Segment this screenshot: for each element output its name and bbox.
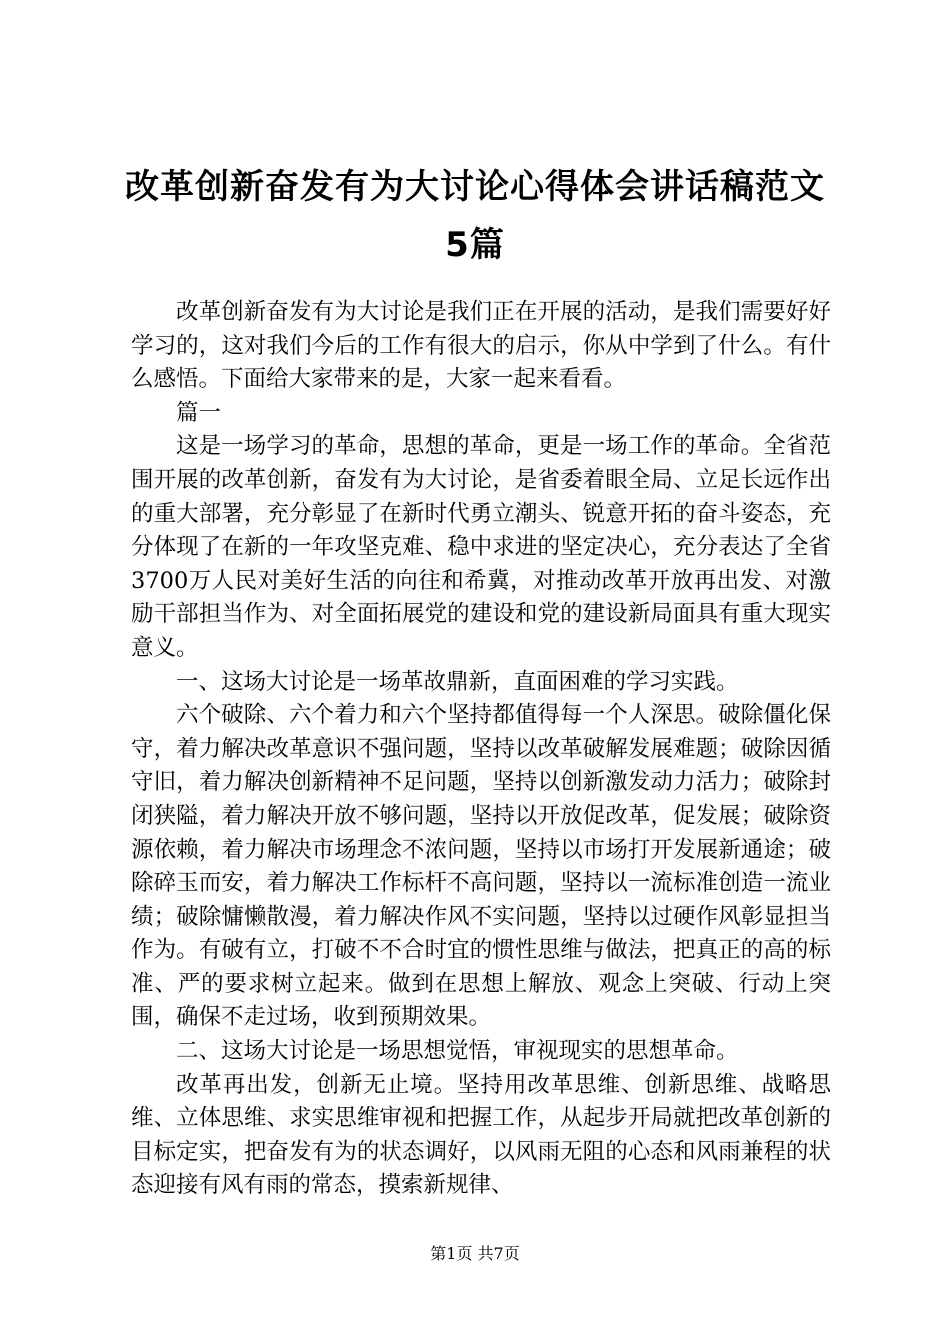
paragraph-intro: 改革创新奋发有为大讨论是我们正在开展的活动，是我们需要好好学习的，这对我们今后的工作有很大的启示，你从中学到了什么。有什么感悟。下面给大家带来的是，大家一起来看看。 (131, 299, 831, 393)
page-footer: 第1页 共7页 (430, 1244, 520, 1263)
document-title: 改革创新奋发有为大讨论心得体会讲话稿范文5篇 (125, 167, 825, 265)
paragraph-section-heading: 篇一 (176, 399, 222, 426)
paragraph-subheading: 一、这场大讨论是一场革故鼎新，直面困难的学习实践。 (176, 668, 739, 695)
paragraph-subheading: 二、这场大讨论是一场思想觉悟，审视现实的思想革命。 (176, 1038, 739, 1065)
paragraph: 这是一场学习的革命，思想的革命，更是一场工作的革命。全省范围开展的改革创新，奋发有为大讨论，是省委着眼全局、立足长远作出的重大部署，充分彰显了在新时代勇立潮头、锐意开拓的奋斗姿态，充分体现了在新的一年攻坚克难、稳中求进的坚定决心，充分表达了全省3700万人民对美好生活的向往和希冀，对推动改革开放再出发、对激励干部担当作为、对全面拓展党的建设和党的建设新局面具有重大现实意义。 (131, 433, 831, 661)
document-body (131, 296, 831, 1203)
paragraph: 改革再出发，创新无止境。坚持用改革思维、创新思维、战略思维、立体思维、求实思维审视和把握工作，从起步开局就把改革创新的目标定实，把奋发有为的状态调好，以风雨无阻的心态和风雨兼程的状态迎接有风有雨的常态，摸索新规律、 (131, 1071, 831, 1199)
paragraph: 六个破除、六个着力和六个坚持都值得每一个人深思。破除僵化保守，着力解决改革意识不强问题，坚持以改革破解发展难题；破除因循守旧，着力解决创新精神不足问题，坚持以创新激发动力活力；破除封闭狭隘，着力解决开放不够问题，坚持以开放促改革，促发展；破除资源依赖，着力解决市场理念不浓问题，坚持以市场打开发展新通途；破除碎玉而安，着力解决工作标杆不高问题，坚持以一流标准创造一流业绩；破除慵懒散漫，着力解决作风不实问题，坚持以过硬作风彰显担当作为。有破有立，打破不不合时宜的惯性思维与做法，把真正的高的标准、严的要求树立起来。做到在思想上解放、观念上突破、行动上突围，确保不走过场，收到预期效果。 (131, 702, 831, 1031)
